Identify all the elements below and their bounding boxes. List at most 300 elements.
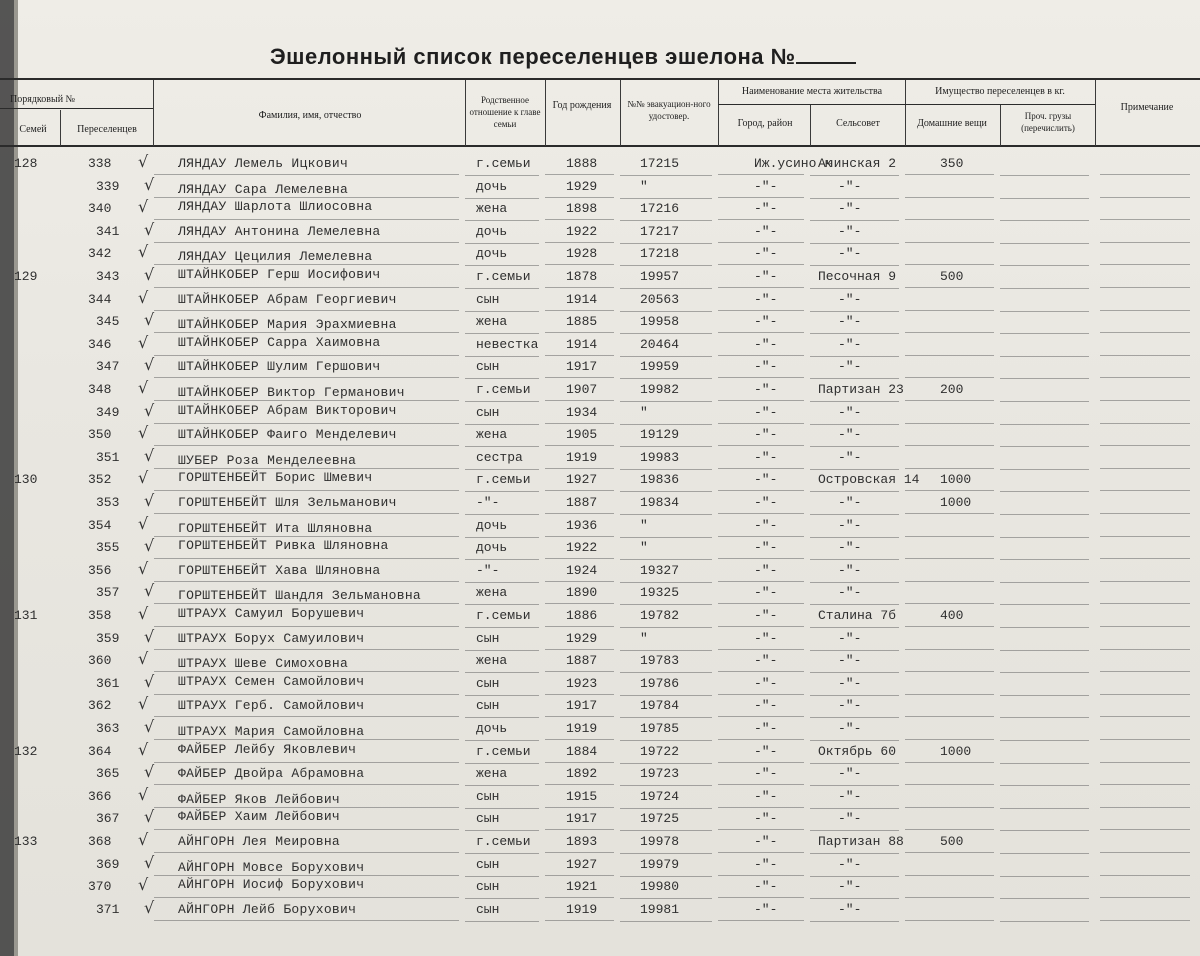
row-rule <box>545 558 614 559</box>
row-rule <box>465 672 539 673</box>
row-rule <box>620 356 712 357</box>
row-rule <box>810 650 899 651</box>
row-rule <box>620 491 712 492</box>
row-rule <box>1100 807 1190 808</box>
settler-number: 353 <box>96 495 120 510</box>
row-rule <box>545 377 614 378</box>
birth-year: 1929 <box>566 630 598 646</box>
row-rule <box>718 603 804 604</box>
settler-name: ШТРАУХ Борух Самуилович <box>178 630 365 646</box>
row-rule <box>718 762 804 763</box>
row-rule <box>154 264 459 265</box>
relation-to-head: жена <box>476 314 508 330</box>
row-rule <box>465 650 539 651</box>
checkmark-icon: √ <box>138 694 149 714</box>
row-rule <box>905 626 994 627</box>
row-rule <box>620 717 712 718</box>
residence-council: -"- <box>838 653 862 669</box>
settler-number: 361 <box>96 675 120 691</box>
row-rule <box>1000 356 1089 357</box>
row-rule <box>905 513 994 514</box>
residence-council: -"- <box>838 336 862 352</box>
residence-council: Партизан 88 <box>818 834 904 849</box>
row-rule <box>718 558 804 559</box>
evacuation-cert-number: 19782 <box>640 608 680 623</box>
row-rule <box>905 536 994 537</box>
settler-name: ГОРШТЕНБЕЙТ Ривка Шляновна <box>178 538 389 554</box>
row-rule <box>545 581 614 582</box>
row-rule <box>465 401 539 402</box>
relation-to-head: сын <box>476 675 500 691</box>
relation-to-head: г.семьи <box>476 156 531 171</box>
row-rule <box>718 264 804 265</box>
left-edge-shadow <box>0 0 14 956</box>
relation-to-head: дочь <box>476 540 508 556</box>
birth-year: 1888 <box>566 156 598 171</box>
settler-number: 371 <box>96 901 120 917</box>
row-rule <box>718 649 804 650</box>
settler-name: ЛЯНДАУ Антонина Лемелевна <box>178 223 381 239</box>
evacuation-cert-number: 19983 <box>640 449 680 465</box>
birth-year: 1927 <box>566 472 598 488</box>
row-rule <box>905 920 994 921</box>
residence-city: -"- <box>754 449 778 465</box>
checkmark-icon: √ <box>138 558 149 578</box>
row-rule <box>905 355 994 356</box>
relation-to-head: -"- <box>476 562 500 578</box>
checkmark-icon: √ <box>138 242 149 262</box>
residence-city: -"- <box>754 178 778 194</box>
row-rule <box>810 175 899 176</box>
residence-council: -"- <box>838 314 862 330</box>
evacuation-cert-number: 19129 <box>640 427 680 443</box>
residence-council: -"- <box>838 427 862 443</box>
row-rule <box>905 558 994 559</box>
hdr-ordinal: Порядковый № <box>10 94 76 105</box>
row-rule <box>1000 265 1089 266</box>
settler-name: ШТРАУХ Шеве Симоховна <box>178 656 349 672</box>
row-rule <box>620 424 712 425</box>
residence-council: -"- <box>838 562 862 578</box>
evacuation-cert-number: 19978 <box>640 834 680 849</box>
birth-year: 1921 <box>566 879 598 895</box>
row-rule <box>620 604 712 605</box>
row-rule <box>810 333 899 334</box>
row-rule <box>1100 762 1190 763</box>
settler-name: ШТРАУХ Семен Самойлович <box>178 673 365 689</box>
row-rule <box>905 174 994 175</box>
checkmark-icon: √ <box>138 197 149 217</box>
settler-name: ЛЯНДАУ Сара Лемелевна <box>178 181 349 197</box>
row-rule <box>1100 920 1190 921</box>
relation-to-head: жена <box>476 201 508 217</box>
evacuation-cert-number: " <box>640 517 648 533</box>
settler-name: ШУБЕР Роза Менделеевна <box>178 452 357 468</box>
row-rule <box>465 559 539 560</box>
row-rule <box>718 920 804 921</box>
row-rule <box>810 356 899 357</box>
checkmark-icon: √ <box>144 897 155 917</box>
row-rule <box>718 875 804 876</box>
residence-council: -"- <box>838 630 862 646</box>
checkmark-icon: √ <box>144 265 155 284</box>
row-rule <box>545 716 614 717</box>
hdr-evac: №№ эвакуацион-ного удостовер. <box>627 99 711 121</box>
checkmark-icon: √ <box>138 332 149 352</box>
row-rule <box>810 220 899 221</box>
row-rule <box>905 242 994 243</box>
row-rule <box>154 581 459 582</box>
residence-city: -"- <box>754 608 778 623</box>
row-rule <box>1100 445 1190 446</box>
settler-name: ШТАЙНКОБЕР Абрам Викторович <box>178 402 397 418</box>
residence-city: -"- <box>754 382 778 397</box>
settler-name: ЛЯНДАУ Лемель Ицкович <box>178 156 349 171</box>
row-rule <box>465 220 539 221</box>
row-rule <box>154 219 459 220</box>
checkmark-icon: √ <box>144 536 155 556</box>
checkmark-icon: √ <box>144 445 155 465</box>
row-rule <box>1100 603 1190 604</box>
row-rule <box>718 377 804 378</box>
row-rule <box>905 445 994 446</box>
col-sep-city <box>810 105 811 146</box>
settler-name: ШТРАУХ Герб. Самойлович <box>178 698 365 714</box>
row-rule <box>620 198 712 199</box>
row-rule <box>545 400 614 401</box>
row-rule <box>1000 627 1089 628</box>
checkmark-icon: √ <box>138 287 149 307</box>
residence-council: -"- <box>838 449 862 465</box>
relation-to-head: жена <box>476 585 508 601</box>
row-rule <box>620 672 712 673</box>
row-rule <box>620 808 712 809</box>
row-rule <box>545 739 614 740</box>
settler-number: 367 <box>96 811 120 827</box>
row-rule <box>810 469 899 470</box>
row-rule <box>620 446 712 447</box>
row-rule <box>154 445 459 446</box>
row-rule <box>154 558 459 559</box>
birth-year: 1917 <box>566 698 598 714</box>
checkmark-icon: √ <box>144 717 155 736</box>
row-rule <box>1100 264 1190 265</box>
row-rule <box>810 243 899 244</box>
checkmark-icon: √ <box>144 219 155 239</box>
row-rule <box>810 537 899 538</box>
evacuation-cert-number: " <box>640 178 648 194</box>
row-rule <box>545 762 614 763</box>
settler-number: 352 <box>88 472 112 488</box>
row-rule <box>620 469 712 470</box>
row-rule <box>718 581 804 582</box>
row-rule <box>154 400 459 401</box>
row-rule <box>718 332 804 333</box>
birth-year: 1924 <box>566 562 598 578</box>
row-rule <box>154 242 459 243</box>
checkmark-icon: √ <box>144 310 155 330</box>
settler-number: 350 <box>88 427 112 443</box>
residence-council: -"- <box>838 879 862 895</box>
col-sep-household <box>1000 105 1001 146</box>
family-number: 132 <box>14 743 38 759</box>
residence-city: -"- <box>754 788 778 804</box>
row-rule <box>1100 468 1190 469</box>
hdr-year: Год рождения <box>552 100 612 111</box>
evacuation-cert-number: " <box>640 630 648 646</box>
row-rule <box>1000 333 1089 334</box>
row-rule <box>620 333 712 334</box>
row-rule <box>1100 197 1190 198</box>
hdr-name: Фамилия, имя, отчество <box>258 110 362 121</box>
residence-council: -"- <box>838 675 862 691</box>
settler-number: 345 <box>96 314 120 330</box>
row-rule <box>620 288 712 289</box>
row-rule <box>810 288 899 289</box>
row-rule <box>465 265 539 266</box>
row-rule <box>1100 536 1190 537</box>
relation-to-head: -"- <box>476 495 500 510</box>
row-rule <box>718 445 804 446</box>
row-rule <box>810 695 899 696</box>
residence-council: -"- <box>838 291 862 307</box>
row-rule <box>905 649 994 650</box>
residence-city: -"- <box>754 359 778 375</box>
birth-year: 1919 <box>566 901 598 917</box>
row-rule <box>465 695 539 696</box>
row-rule <box>905 603 994 604</box>
row-rule <box>465 808 539 809</box>
row-rule <box>718 287 804 288</box>
row-rule <box>905 287 994 288</box>
row-rule <box>154 355 459 356</box>
residence-council: -"- <box>838 246 862 262</box>
row-rule <box>620 378 712 379</box>
evacuation-cert-number: 19982 <box>640 382 680 397</box>
residence-city: -"- <box>754 404 778 420</box>
row-rule <box>465 198 539 199</box>
row-rule <box>1100 626 1190 627</box>
row-rule <box>465 311 539 312</box>
relation-to-head: г.семьи <box>476 472 531 488</box>
row-rule <box>718 219 804 220</box>
residence-council: -"- <box>838 404 862 420</box>
settler-name: ГОРШТЕНБЕЙТ Хава Шляновна <box>178 562 381 578</box>
settler-name: АЙНГОРН Лейб Борухович <box>178 901 357 917</box>
birth-year: 1923 <box>566 675 598 691</box>
row-rule <box>545 264 614 265</box>
birth-year: 1919 <box>566 721 598 736</box>
row-rule <box>1000 424 1089 425</box>
row-rule <box>718 897 804 898</box>
birth-year: 1936 <box>566 517 598 533</box>
settler-name: ЛЯНДАУ Шарлота Шлиосовна <box>178 199 373 215</box>
settler-number: 342 <box>88 246 112 262</box>
row-rule <box>154 310 459 311</box>
relation-to-head: г.семьи <box>476 269 531 284</box>
settler-number: 358 <box>88 608 112 623</box>
row-rule <box>620 763 712 764</box>
row-rule <box>1000 898 1089 899</box>
birth-year: 1885 <box>566 314 598 330</box>
row-rule <box>1000 604 1089 605</box>
row-rule <box>154 468 459 469</box>
row-rule <box>620 401 712 402</box>
evacuation-cert-number: 19958 <box>640 314 680 330</box>
checkmark-icon: √ <box>144 581 155 601</box>
evacuation-cert-number: 19786 <box>640 675 680 691</box>
row-rule <box>1000 401 1089 402</box>
row-rule <box>1000 672 1089 673</box>
row-rule <box>1000 311 1089 312</box>
birth-year: 1928 <box>566 246 598 262</box>
settler-number: 354 <box>88 517 112 533</box>
row-rule <box>718 626 804 627</box>
relation-to-head: сын <box>476 698 500 714</box>
row-rule <box>1100 332 1190 333</box>
residence-council: -"- <box>838 585 862 601</box>
residence-city: -"- <box>754 291 778 307</box>
residence-city: -"- <box>754 201 778 217</box>
settler-number: 366 <box>88 788 112 804</box>
settler-number: 341 <box>96 223 120 239</box>
row-rule <box>545 875 614 876</box>
row-rule <box>620 311 712 312</box>
row-rule <box>810 265 899 266</box>
row-rule <box>718 671 804 672</box>
birth-year: 1892 <box>566 766 598 782</box>
settler-number: 340 <box>88 201 112 217</box>
hdr-settlers: Переселенцев <box>77 124 137 135</box>
row-rule <box>1000 808 1089 809</box>
relation-to-head: г.семьи <box>476 834 531 849</box>
settler-name: ШТАЙНКОБЕР Абрам Георгиевич <box>178 291 397 307</box>
row-rule <box>620 514 712 515</box>
relation-to-head: сын <box>476 291 500 307</box>
ordinal-subrule <box>0 108 153 109</box>
row-rule <box>154 490 459 491</box>
relation-to-head: дочь <box>476 721 508 736</box>
row-rule <box>154 807 459 808</box>
birth-year: 1884 <box>566 743 598 759</box>
settler-number: 364 <box>88 743 112 759</box>
hdr-household: Домашние вещи <box>917 118 987 129</box>
checkmark-icon: √ <box>138 423 149 443</box>
settler-number: 338 <box>88 156 112 171</box>
row-rule <box>545 897 614 898</box>
row-rule <box>154 920 459 921</box>
row-rule <box>905 332 994 333</box>
residence-council: -"- <box>838 811 862 827</box>
relation-to-head: жена <box>476 427 508 443</box>
row-rule <box>154 852 459 853</box>
birth-year: 1898 <box>566 201 598 217</box>
checkmark-icon: √ <box>144 626 155 646</box>
row-rule <box>465 378 539 379</box>
row-rule <box>718 355 804 356</box>
row-rule <box>905 829 994 830</box>
residence-council: -"- <box>838 766 862 782</box>
row-rule <box>154 513 459 514</box>
residence-council: Сталина 7б <box>818 608 897 623</box>
row-rule <box>1100 875 1190 876</box>
birth-year: 1922 <box>566 223 598 239</box>
row-rule <box>1100 829 1190 830</box>
row-rule <box>1100 671 1190 672</box>
row-rule <box>545 174 614 175</box>
residence-council: -"- <box>838 178 862 194</box>
row-rule <box>1000 559 1089 560</box>
evacuation-cert-number: 19957 <box>640 269 680 284</box>
hdr-relation: Родственное отношение к главе семьи <box>469 95 541 129</box>
row-rule <box>1000 446 1089 447</box>
settler-name: ГОРШТЕНБЕЙТ Шля Зельманович <box>178 495 397 510</box>
row-rule <box>1000 582 1089 583</box>
relation-to-head: сын <box>476 404 500 420</box>
row-rule <box>1100 513 1190 514</box>
row-rule <box>620 627 712 628</box>
row-rule <box>718 739 804 740</box>
residence-council: -"- <box>838 540 862 556</box>
evacuation-cert-number: 17216 <box>640 201 680 217</box>
residence-city: -"- <box>754 856 778 872</box>
evacuation-cert-number: 20464 <box>640 336 680 352</box>
settler-number: 348 <box>88 382 112 397</box>
relation-to-head: сын <box>476 856 500 872</box>
row-rule <box>810 717 899 718</box>
household-items-kg: 1000 <box>940 495 972 510</box>
row-rule <box>810 672 899 673</box>
row-rule <box>465 604 539 605</box>
birth-year: 1887 <box>566 495 598 510</box>
evacuation-cert-number: 19724 <box>640 788 680 804</box>
row-rule <box>545 197 614 198</box>
row-rule <box>718 807 804 808</box>
family-number: 130 <box>14 472 38 488</box>
settler-number: 370 <box>88 879 112 895</box>
row-rule <box>545 536 614 537</box>
row-rule <box>620 853 712 854</box>
residence-city: -"- <box>754 540 778 556</box>
row-rule <box>154 649 459 650</box>
page-title <box>270 44 910 74</box>
row-rule <box>620 537 712 538</box>
col-sep-families <box>60 110 61 146</box>
row-rule <box>545 219 614 220</box>
row-rule <box>905 310 994 311</box>
residence-city: -"- <box>754 698 778 714</box>
evacuation-cert-number: 17217 <box>640 223 680 239</box>
settler-number: 369 <box>96 856 120 872</box>
row-rule <box>1000 175 1089 176</box>
row-rule <box>1100 377 1190 378</box>
checkmark-icon: √ <box>144 671 155 691</box>
settler-name: ФАЙБЕР Лейбу Яковлевич <box>178 741 357 757</box>
row-rule <box>620 265 712 266</box>
settler-name: ШТРАУХ Самуил Борушевич <box>178 606 365 621</box>
settler-number: 368 <box>88 834 112 849</box>
row-rule <box>620 582 712 583</box>
row-rule <box>1100 784 1190 785</box>
settler-name: АЙНГОРН Лея Меировна <box>178 834 341 849</box>
row-rule <box>154 377 459 378</box>
checkmark-icon: √ <box>138 378 149 397</box>
row-rule <box>465 717 539 718</box>
settler-number: 349 <box>96 404 120 420</box>
household-items-kg: 1000 <box>940 472 972 488</box>
residence-city: -"- <box>754 766 778 782</box>
settler-number: 363 <box>96 721 120 736</box>
